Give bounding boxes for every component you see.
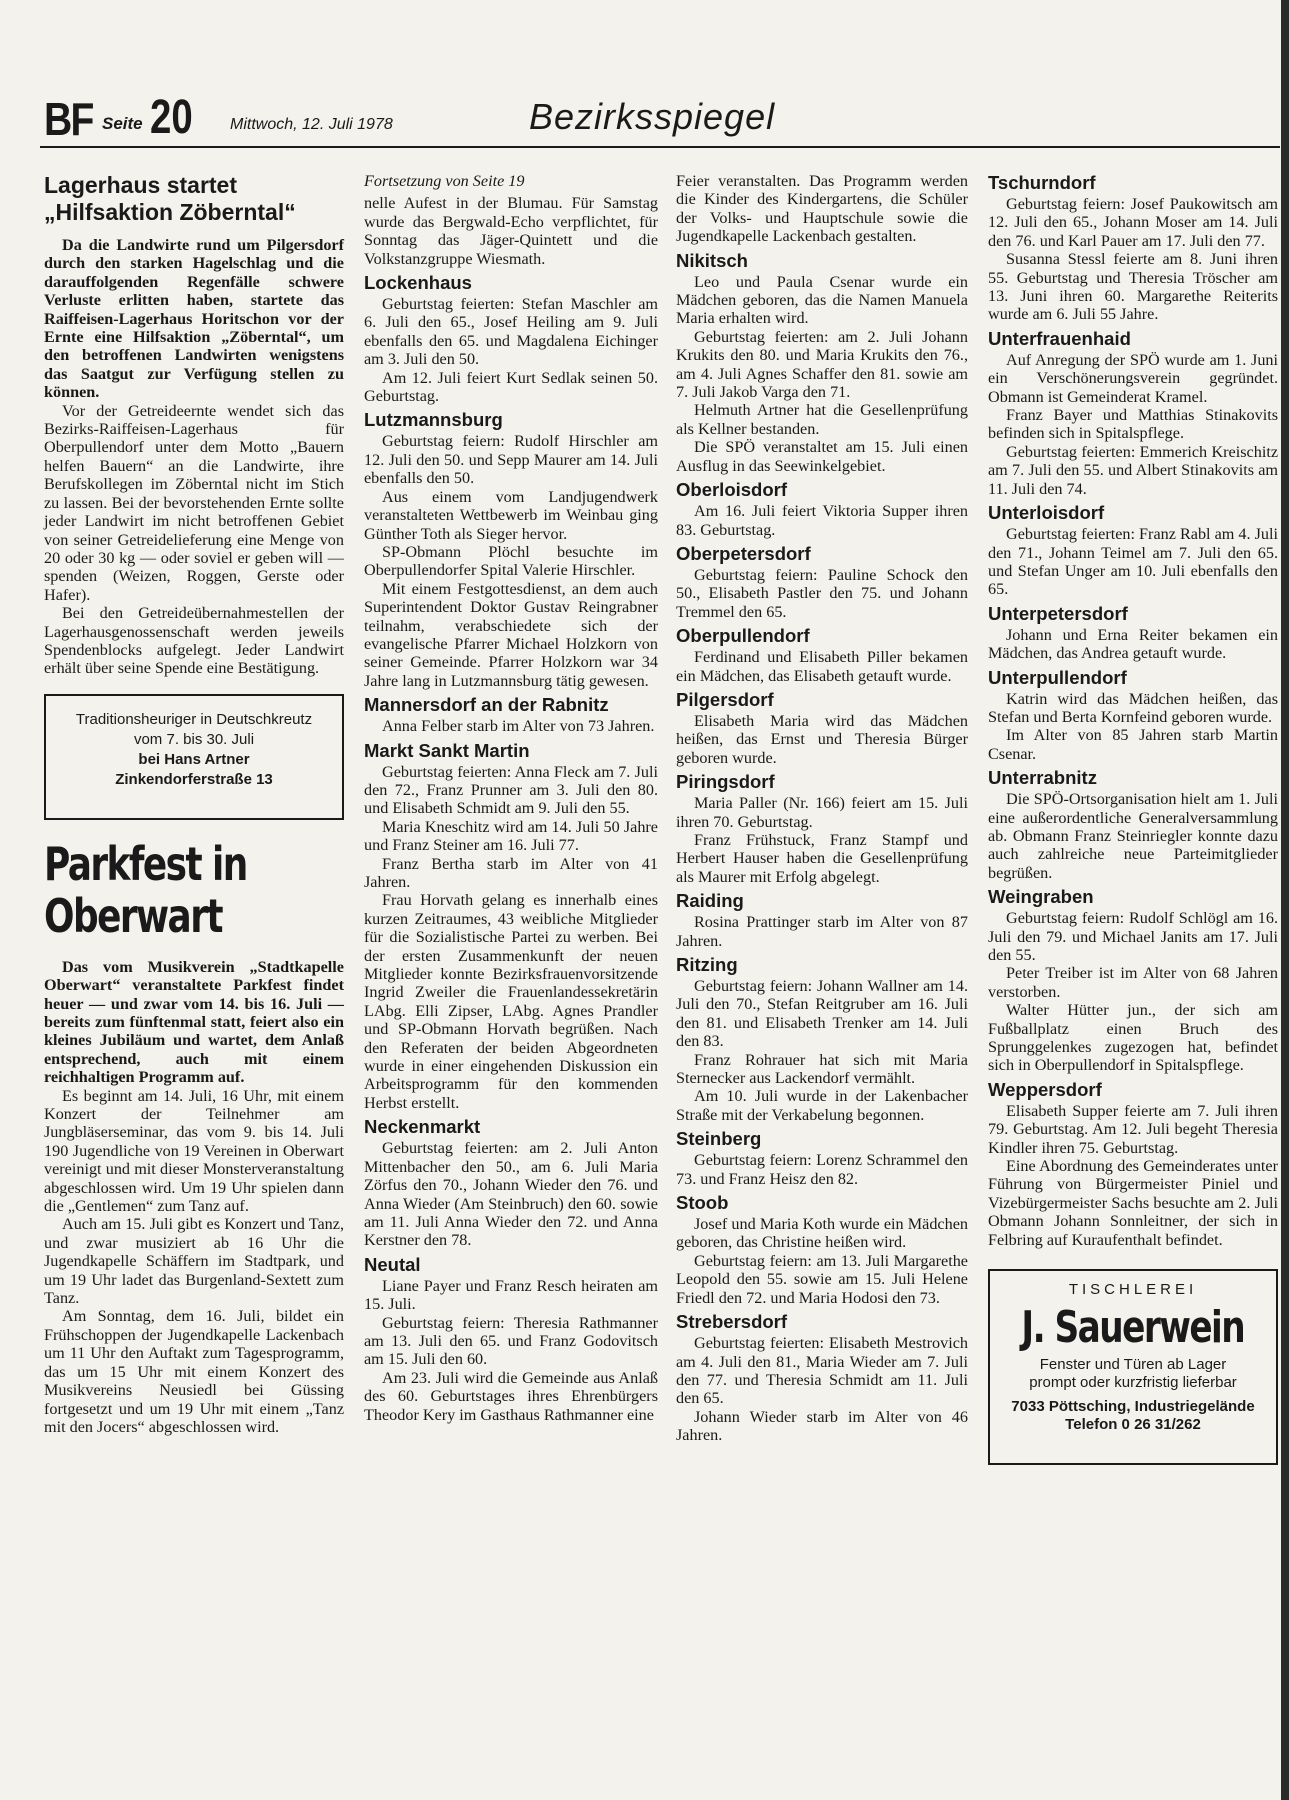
paragraph: Am Sonntag, dem 16. Juli, bildet ein Frühschoppen der Jugendkapelle Lackenbach um 11 Uhr den Auftakt zum Tagesprogramm, das um 15 Uhr mit einem Konzert des Musikvereins Neusiedl bei Güssing fortgesetzt und um 19 Uhr mit einem „Tanz mit den Jocers“ abgeschlossen wird. bbox=[44, 1307, 344, 1436]
town-heading: Unterrabnitz bbox=[988, 767, 1097, 789]
paragraph: Auf Anregung der SPÖ wurde am 1. Juni ein Verschönerungsverein gegründet. Obmann ist Gemeinderat Kramel. bbox=[988, 350, 1278, 406]
town-heading: Unterpetersdorf bbox=[988, 602, 1128, 624]
town-heading: Unterloisdorf bbox=[988, 502, 1105, 524]
paragraph: Liane Payer und Franz Resch heiraten am 15. Juli. bbox=[364, 1276, 658, 1314]
paragraph: Maria Kneschitz wird am 14. Juli 50 Jahre und Franz Steiner am 16. Juli 77. bbox=[364, 817, 658, 855]
article-lead: Da die Landwirte rund um Pilgersdorf durch den starken Hagelschlag und die darauffolgenden Regenfälle schwere Verluste erlitten haben, startete das Raiffeisen-Lagerhaus Horitschon vor der Ernte eine Hilfsaktion „Zöberntal“, um den betroffenen Landwirten wenigstens das Saatgut zur Verfügung stellen zu können. bbox=[44, 236, 344, 402]
paragraph: Geburtstag feiern: Pauline Schock den 50., Elisabeth Pastler den 75. und Johann Tremmel den 65. bbox=[676, 565, 968, 621]
paragraph: Mit einem Festgottesdienst, an dem auch Superintendent Doktor Gustav Reingrabner teilnahm, verabschiedete sich der evangelische Pfarrer Michael Holzkorn von seiner Gemeinde. Pfarrer Holzkorn war 34 Jahre lang in Lutzmannsburg tätig gewesen. bbox=[364, 579, 658, 690]
town-heading: Neutal bbox=[364, 1253, 421, 1275]
paragraph: Die SPÖ veranstaltet am 15. Juli einen Ausflug in das Seewinkelgebiet. bbox=[676, 438, 968, 475]
ad-line: bei Hans Artner bbox=[138, 750, 250, 768]
paragraph: Geburtstag feiern: am 13. Juli Margarethe Leopold den 55. sowie am 15. Juli Helene Friedl den 72. und Maria Hodosi den 73. bbox=[676, 1251, 968, 1307]
paragraph: Am 12. Juli feiert Kurt Sedlak seinen 50. Geburtstag. bbox=[364, 368, 658, 406]
paragraph: Eine Abordnung des Gemeinderates unter Führung von Bürgermeister Piniel und Vizebürgermeister Sachs besuchte am 2. Juli Obmann Johann Sonnleitner, der sich in Felbring auf Kuraufenthalt befindet. bbox=[988, 1157, 1278, 1249]
town-heading: Strebersdorf bbox=[676, 1311, 788, 1333]
town-heading: Oberloisdorf bbox=[676, 479, 788, 501]
column-3 bbox=[676, 172, 968, 1445]
paragraph: Im Alter von 85 Jahren starb Martin Csenar. bbox=[988, 726, 1278, 763]
town-heading: Lutzmannsburg bbox=[364, 409, 503, 431]
town-heading: Markt Sankt Martin bbox=[364, 739, 530, 761]
ad-line: 7033 Pöttsching, Industriegelände bbox=[1011, 1397, 1255, 1415]
paragraph: nelle Aufest in der Blumau. Für Samstag wurde das Bergwald-Echo verpflichtet, für Sonntag das Jäger-Quintett und die Volkstanzgruppe Wiesmath. bbox=[364, 194, 658, 268]
paragraph: Peter Treiber ist im Alter von 68 Jahren verstorben. bbox=[988, 964, 1278, 1001]
issue-date: Mittwoch, 12. Juli 1978 bbox=[230, 116, 393, 133]
town-heading: Unterfrauenhaid bbox=[988, 327, 1131, 349]
town-heading: Nikitsch bbox=[676, 249, 748, 271]
paragraph: Leo und Paula Csenar wurde ein Mädchen geboren, das die Namen Manuela Maria erhalten wird. bbox=[676, 272, 968, 328]
paragraph: SP-Obmann Plöchl besuchte im Oberpullendorfer Spital Valerie Hirschler. bbox=[364, 542, 658, 580]
ad-line: Fenster und Türen ab Lager bbox=[1039, 1355, 1227, 1373]
ad-line: Telefon 0 26 31/262 bbox=[1065, 1415, 1201, 1433]
paragraph: Johann und Erna Reiter bekamen ein Mädchen, das Andrea getauft wurde. bbox=[988, 625, 1278, 663]
town-heading: Tschurndorf bbox=[988, 172, 1096, 193]
big-headline bbox=[44, 838, 348, 942]
paragraph: Maria Paller (Nr. 166) feiert am 15. Juli ihren 70. Geburtstag. bbox=[676, 794, 968, 831]
paragraph: Geburtstag feierten: Franz Rabl am 4. Juli den 71., Johann Teimel am 7. Juli den 65. und Stefan Unger am 10. Juli ebenfalls den 65. bbox=[988, 525, 1278, 599]
paragraph: Feier veranstalten. Das Programm werden die Kinder des Kindergartens, die Schüler der Volks- und Hauptschule sowie die Jugendkapelle Lackenbach gestalten. bbox=[676, 172, 968, 246]
paragraph: Elisabeth Supper feierte am 7. Juli ihren 79. Geburtstag. Am 12. Juli begeht Theresia Kindler ihren 75. Geburtstag. bbox=[988, 1101, 1278, 1157]
town-heading: Weppersdorf bbox=[988, 1078, 1102, 1100]
paragraph: Helmuth Artner hat die Gesellenprüfung als Kellner bestanden. bbox=[676, 401, 968, 438]
paragraph: Am 23. Juli wird die Gemeinde aus Anlaß des 60. Geburtstages ihres Ehrenbürgers Theodor Kery im Gasthaus Rathmanner eine bbox=[364, 1368, 658, 1424]
paragraph: Rosina Prattinger starb im Alter von 87 Jahren. bbox=[676, 913, 968, 950]
paragraph: Geburtstag feiern: Rudolf Schlögl am 16. Juli den 79. und Michael Janits am 17. Juli den 55. bbox=[988, 909, 1278, 964]
masthead-rule bbox=[40, 146, 1280, 148]
paragraph: Elisabeth Maria wird das Mädchen heißen, das Ernst und Theresia Bürger geboren wurde. bbox=[676, 711, 968, 767]
paragraph: Geburtstag feierten: Anna Fleck am 7. Juli den 72., Franz Prunner am 3. Juli den 80. und Elisabeth Schmidt am 9. Juli den 55. bbox=[364, 762, 658, 818]
paragraph: Am 10. Juli wurde in der Lakenbacher Straße mit der Verkabelung begonnen. bbox=[676, 1087, 968, 1124]
paragraph: Anna Felber starb im Alter von 73 Jahren. bbox=[382, 717, 655, 736]
continued-note: Fortsetzung von Seite 19 bbox=[364, 172, 525, 190]
town-heading: Lockenhaus bbox=[364, 272, 472, 294]
paragraph: Geburtstag feierten: am 2. Juli Anton Mittenbacher den 50., am 6. Juli Maria Zörfus den 70., Johann Wieder den 76. und Anna Wieder (Am Steinbruch) den 60. sowie am 11. Juli Anna Wieder den 72. und Anna Kerstner den 78. bbox=[364, 1139, 658, 1250]
logo: BF bbox=[44, 93, 93, 145]
paragraph: Johann Wieder starb im Alter von 46 Jahren. bbox=[676, 1407, 968, 1445]
ad-line: Zinkendorferstraße 13 bbox=[115, 770, 273, 788]
paragraph: Susanna Stessl feierte am 8. Juni ihren 55. Geburtstag und Theresia Tröscher am 13. Juni ihren 60. Margarethe Reiterits wurde am 6. Juli 55 Jahre. bbox=[988, 250, 1278, 324]
paragraph: Vor der Getreideernte wendet sich das Bezirks-Raiffeisen-Lagerhaus für Oberpullendorf unter dem Motto „Bauern helfen Bauern“ an die Landwirte, ihre Berufskollegen im Zöberntal nicht im Stich zu lassen. Bei der bevorstehenden Ernte sollte jeder Landwirt im nicht betroffenen Gebiet von seiner Getreidelieferung eine Menge von 20 oder 30 kg — oder soviel er geben will — spenden (Weizen, Roggen, Gerste oder Hafer). bbox=[44, 401, 344, 604]
paragraph: Ferdinand und Elisabeth Piller bekamen ein Mädchen, das Elisabeth getauft wurde. bbox=[676, 648, 968, 685]
ad-line: TISCHLEREI bbox=[1068, 1281, 1198, 1299]
page-number: 20 bbox=[150, 91, 193, 144]
advertisement-tischlerei bbox=[988, 1269, 1278, 1465]
page-edge bbox=[1281, 0, 1289, 1800]
town-heading: Raiding bbox=[676, 890, 744, 912]
town-heading: Neckenmarkt bbox=[364, 1116, 481, 1138]
ad-line: prompt oder kurzfristig lieferbar bbox=[1029, 1373, 1237, 1391]
town-heading: Stoob bbox=[676, 1192, 729, 1214]
paragraph: Walter Hütter jun., der sich am Fußballplatz einen Bruch des Sprunggelenkes zugezogen hat, befindet sich in Oberpullendorf in Spitalspflege. bbox=[988, 1001, 1278, 1075]
town-heading: Steinberg bbox=[676, 1128, 762, 1150]
paragraph: Aus einem vom Landjugendwerk veranstalteten Wettbewerb im Weinbau ging Günther Toth als Sieger hervor. bbox=[364, 487, 658, 543]
paragraph: Josef und Maria Koth wurde ein Mädchen geboren, das Christine heißen wird. bbox=[676, 1215, 968, 1252]
paragraph: Die SPÖ-Ortsorganisation hielt am 1. Juli eine außerordentliche Generalversammlung ab. Obmann Franz Steinriegler konnte dazu auch zahlreiche neue Parteimitglieder begrüßen. bbox=[988, 790, 1278, 882]
paragraph: Geburtstag feierten: Stefan Maschler am 6. Juli den 65., Josef Heiling am 9. Juli ebenfalls den 65. und Magdalena Eichinger am 3. Juli den 50. bbox=[364, 295, 658, 369]
paragraph: Bei den Getreideübernahmestellen der Lagerhausgenossenschaft werden jeweils Spendenblocks aufgelegt. Jeder Landwirt erhält über seine Spende eine Bestätigung. bbox=[44, 604, 344, 678]
paragraph: Geburtstag feierten: Emmerich Kreischitz am 7. Juli den 55. und Albert Stinakovits am 11. Juli den 74. bbox=[988, 442, 1278, 498]
column-1 bbox=[44, 172, 344, 1436]
paragraph: Franz Bayer und Matthias Stinakovits befinden sich in Spitalspflege. bbox=[988, 406, 1278, 443]
ad-line: Traditionsheuriger in Deutschkreutz bbox=[75, 710, 313, 728]
paragraph: Frau Horvath gelang es innerhalb eines kurzen Zeitraumes, 43 weibliche Mitglieder für die Sozialistische Partei zu werben. Bei der ersten Zusammenkunft der neuen Mitglieder konnte Bezirksfrauenvorsitzende Ingrid Zweiler die Frauenlandessekretärin LAbg. Elli Zipser, LAbg. Agnes Prandler und SP-Obmann Horvath begrüßen. Nach den Referaten der beiden Abgeordneten wurde in einer eingehenden Diskussion ein Arbeitsprogramm für den kommenden Herbst erstellt. bbox=[364, 891, 658, 1112]
paragraph: Franz Rohrauer hat sich mit Maria Sternecker aus Lackendorf vermählt. bbox=[676, 1050, 968, 1088]
article-headline: Lagerhaus startet „Hilfsaktion Zöberntal“ bbox=[44, 172, 296, 225]
paragraph: Es beginnt am 14. Juli, 16 Uhr, mit einem Konzert der Teilnehmer am Jungbläserseminar, das vom 9. bis 14. Juli 190 Jugendliche von 19 Vereinen in Oberwart vereinigt und mit dieser Monsterveranstaltung abgeschlossen wird. Um 19 Uhr spielen dann die „Gentlemen“ zum Tanz auf. bbox=[44, 1086, 344, 1216]
town-heading: Piringsdorf bbox=[676, 771, 775, 793]
paragraph: Auch am 15. Juli gibt es Konzert und Tanz, und zwar musiziert ab 16 Uhr die Jugendkapelle Schäffern im Stadtpark, und um 19 Uhr ladet das Burgenland-Sextett zum Tanz. bbox=[44, 1215, 344, 1308]
paragraph: Am 16. Juli feiert Viktoria Supper ihren 83. Geburtstag. bbox=[676, 502, 968, 539]
section-title: Bezirksspiegel bbox=[529, 96, 776, 137]
paragraph: Geburtstag feiern: Josef Paukowitsch am 12. Juli den 65., Johann Moser am 14. Juli den 76. und Karl Pauer am 17. Juli den 77. bbox=[988, 195, 1278, 250]
paragraph: Geburtstag feiern: Johann Wallner am 14. Juli den 70., Stefan Reitgruber am 16. Juli den 81. und Elisabeth Trenker am 14. Juli den 83. bbox=[676, 977, 968, 1051]
town-heading: Weingraben bbox=[988, 886, 1094, 908]
page-label: Seite bbox=[102, 114, 143, 133]
column-4 bbox=[988, 172, 1278, 1465]
masthead bbox=[44, 91, 1279, 146]
town-heading: Ritzing bbox=[676, 954, 738, 975]
big-headline-line: Parkfest in bbox=[44, 836, 247, 891]
town-heading: Unterpullendorf bbox=[988, 666, 1127, 688]
paragraph: Geburtstag feiern: Rudolf Hirschler am 12. Juli den 50. und Sepp Maurer am 14. Juli ebenfalls den 50. bbox=[364, 432, 658, 488]
paragraph: Katrin wird das Mädchen heißen, das Stefan und Berta Kornfeind geboren wurde. bbox=[988, 689, 1278, 726]
ad-line: vom 7. bis 30. Juli bbox=[133, 730, 255, 748]
paragraph: Geburtstag feierten: Elisabeth Mestrovich am 4. Juli den 81., Maria Wieder am 7. Juli den 77. und Theresia Schmidt am 11. Juli den 65. bbox=[676, 1334, 968, 1408]
town-heading: Oberpetersdorf bbox=[676, 542, 811, 564]
paragraph: Franz Bertha starb im Alter von 41 Jahren. bbox=[364, 854, 658, 891]
big-headline-line: Oberwart bbox=[44, 888, 222, 943]
paragraph: Franz Frühstuck, Franz Stampf und Herbert Hauser haben die Gesellenprüfung als Maurer mit Erfolg abgelegt. bbox=[676, 830, 968, 886]
paragraph: Geburtstag feierten: am 2. Juli Johann Krukits den 80. und Maria Krukits den 76., am 4. Juli Agnes Schaffer den 81. sowie am 7. Juli Jakob Varga den 71. bbox=[676, 327, 968, 402]
article-lead: Das vom Musikverein „Stadtkapelle Oberwart“ veranstaltete Parkfest findet heuer — und zwar vom 14. bis 16. Juli — bereits zum fünftenmal statt, feiert also ein kleines Jubiläum und wartet, dem Anlaß entsprechend, auch mit einem reichhaltigen Programm auf. bbox=[44, 957, 344, 1087]
column-2 bbox=[364, 172, 658, 1424]
paragraph: Geburtstag feiern: Theresia Rathmanner am 13. Juli den 65. und Franz Godovitsch am 15. Juli den 60. bbox=[364, 1313, 658, 1369]
ad-company-name: J. Sauerwein bbox=[1021, 1301, 1245, 1353]
town-heading: Oberpullendorf bbox=[676, 625, 810, 647]
paragraph: Geburtstag feiern: Lorenz Schrammel den 73. und Franz Heisz den 82. bbox=[676, 1151, 968, 1188]
advertisement-heuriger bbox=[44, 694, 344, 820]
town-heading: Mannersdorf an der Rabnitz bbox=[364, 694, 609, 716]
town-heading: Pilgersdorf bbox=[676, 688, 774, 710]
